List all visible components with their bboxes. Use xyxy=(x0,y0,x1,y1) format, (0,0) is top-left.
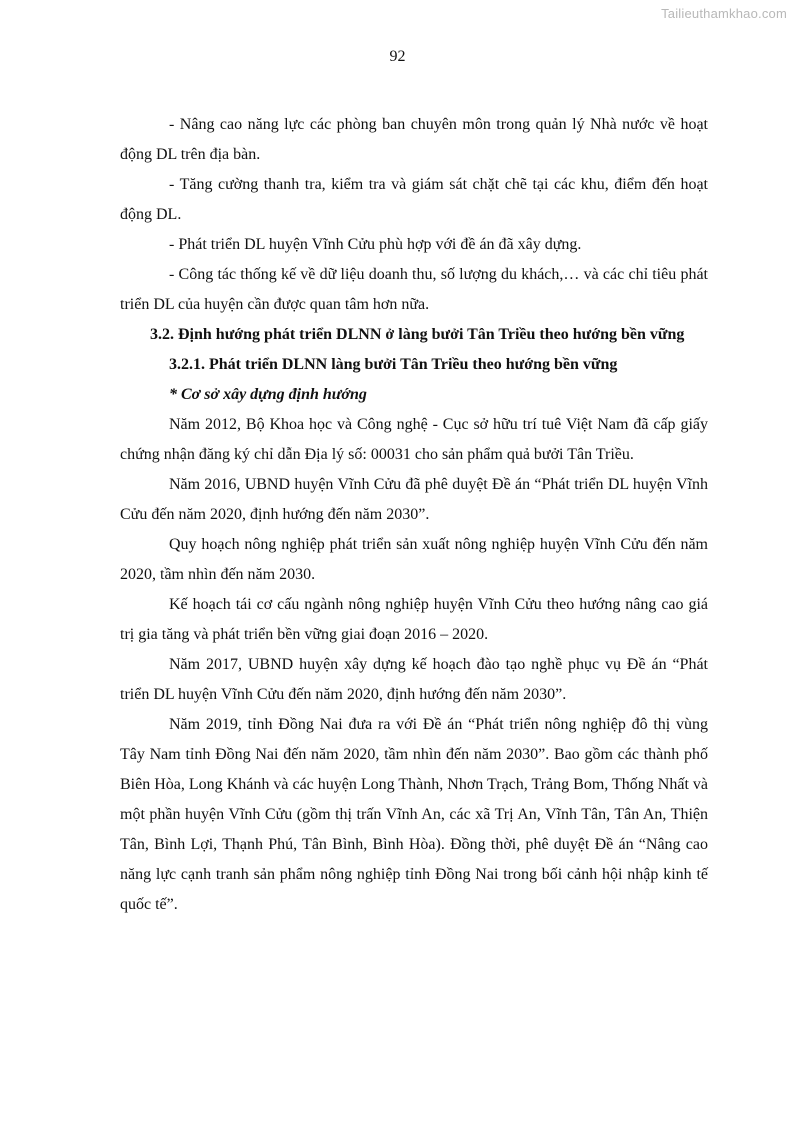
paragraph-10: Năm 2019, tỉnh Đồng Nai đưa ra với Đề án “Phát triển nông nghiệp đô thị vùng Tây Nam tỉnh Đồng Nai đến năm 2020, tầm nhìn đến năm 2030”. Bao gồm các thành phố Biên Hòa, Long Khánh và các huyện Long Thành, Nhơn Trạch, Trảng Bom, Thống Nhất và một phần huyện Vĩnh Cửu (gồm thị trấn Vĩnh An, các xã Trị An, Vĩnh Tân, Tân An, Thiện Tân, Bình Lợi, Thạnh Phú, Tân Bình, Bình Hòa). Đồng thời, phê duyệt Đề án “Nâng cao năng lực cạnh tranh sản phẩm nông nghiệp tỉnh Đồng Nai trong bối cảnh hội nhập kinh tế quốc tế”. xyxy=(120,716,708,913)
paragraph-3: - Phát triển DL huyện Vĩnh Cửu phù hợp với đề án đã xây dựng. xyxy=(169,236,582,253)
document-body xyxy=(120,110,708,920)
paragraph-6: Năm 2016, UBND huyện Vĩnh Cửu đã phê duyệt Đề án “Phát triển DL huyện Vĩnh Cửu đến năm 2020, định hướng đến năm 2030”. xyxy=(120,476,708,523)
section-heading: 3.2. Định hướng phát triển DLNN ở làng bưởi Tân Triều theo hướng bền vững xyxy=(150,326,685,343)
paragraph-2: - Tăng cường thanh tra, kiểm tra và giám sát chặt chẽ tại các khu, điểm đến hoạt động DL. xyxy=(120,176,708,223)
page-number: 92 xyxy=(389,48,406,65)
paragraph-7: Quy hoạch nông nghiệp phát triển sản xuất nông nghiệp huyện Vĩnh Cửu đến năm 2020, tầm nhìn đến năm 2030. xyxy=(120,536,708,583)
paragraph-9: Năm 2017, UBND huyện xây dựng kế hoạch đào tạo nghề phục vụ Đề án “Phát triển DL huyện Vĩnh Cửu đến năm 2020, định hướng đến năm 2030”. xyxy=(120,656,708,703)
italic-heading: * Cơ sở xây dựng định hướng xyxy=(169,386,367,403)
paragraph-5: Năm 2012, Bộ Khoa học và Công nghệ - Cục sở hữu trí tuê Việt Nam đã cấp giấy chứng nhận đăng ký chỉ dẫn Địa lý số: 00031 cho sản phẩm quả bưởi Tân Triều. xyxy=(120,416,708,463)
watermark-text: Tailieuthamkhao.com xyxy=(661,6,787,21)
paragraph-4: - Công tác thống kế về dữ liệu doanh thu, số lượng du khách,… và các chỉ tiêu phát triển DL của huyện cần được quan tâm hơn nữa. xyxy=(120,266,708,313)
paragraph-1: - Nâng cao năng lực các phòng ban chuyên môn trong quản lý Nhà nước về hoạt động DL trên địa bàn. xyxy=(120,116,708,163)
paragraph-8: Kế hoạch tái cơ cấu ngành nông nghiệp huyện Vĩnh Cửu theo hướng nâng cao giá trị gia tăng và phát triển bền vững giai đoạn 2016 – 2020. xyxy=(120,596,708,643)
subsection-heading: 3.2.1. Phát triển DLNN làng bưởi Tân Triều theo hướng bền vững xyxy=(169,356,618,373)
